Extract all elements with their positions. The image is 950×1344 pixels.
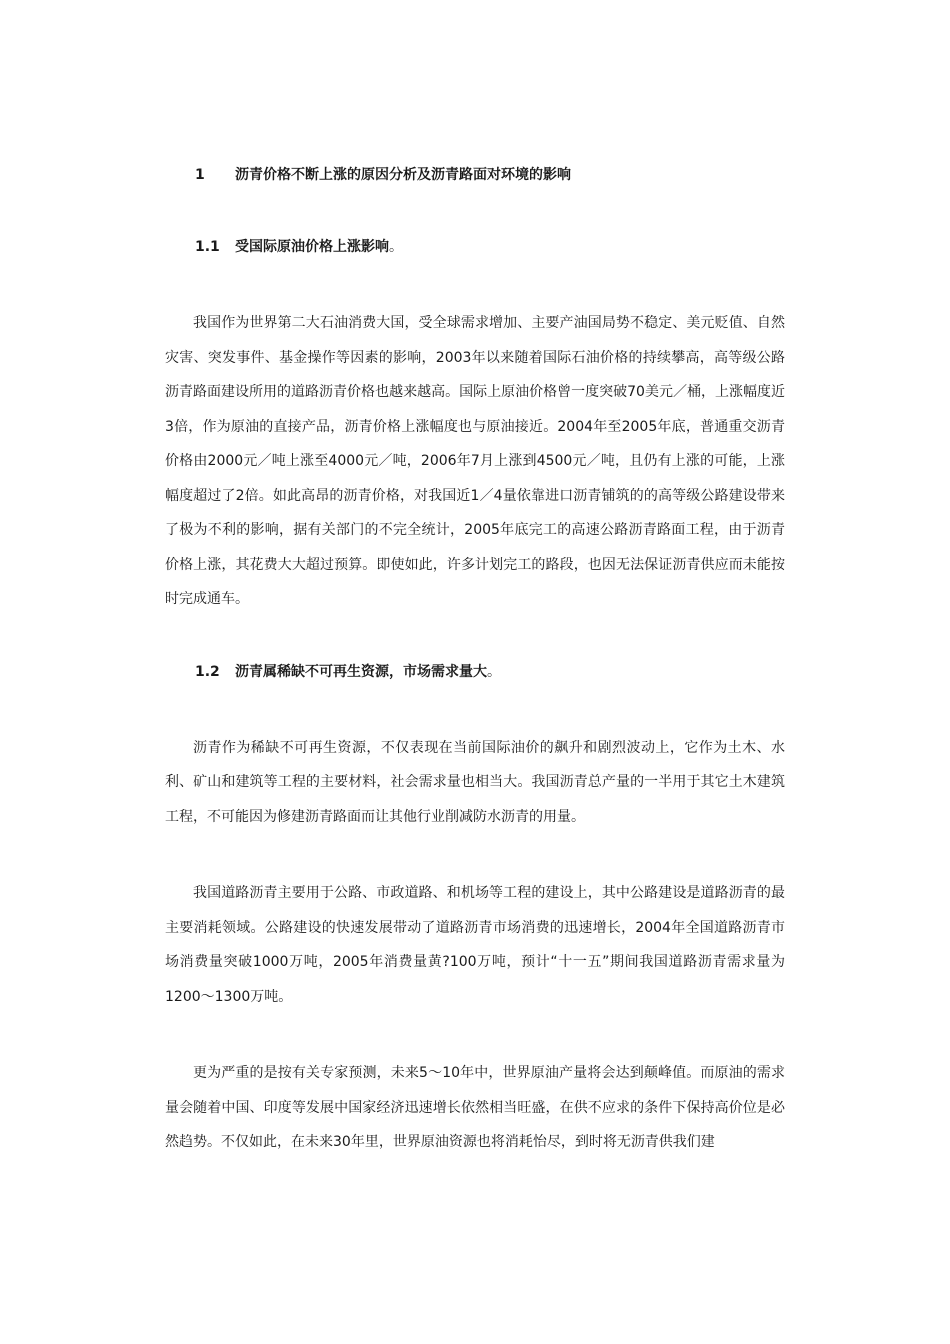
section-title: 沥青属稀缺不可再生资源，市场需求量大 [235,663,487,680]
section-title-punctuation: 。 [487,663,501,680]
section-number: 1.1 [195,239,220,255]
section-title-punctuation: 。 [389,239,403,255]
section-title: 沥青价格不断上涨的原因分析及沥青路面对环境的影响 [235,167,571,183]
section-title: 受国际原油价格上涨影响 [235,239,389,255]
paragraph-scarce-resource: 沥青作为稀缺不可再生资源，不仅表现在当前国际油价的飙升和剧烈波动上，它作为土木、水利、矿山和建筑等工程的主要材料，社会需求量也相当大。我国沥青总产量的一半用于其它土木建筑工程，不可能因为修建沥青路面而让其他行业削减防水沥青的用量。 [165,739,785,825]
paragraph-asphalt-price: 我国作为世界第二大石油消费大国，受全球需求增加、主要产油国局势不稳定、美元贬值、自然灾害、突发事件、基金操作等因素的影响，2003年以来随着国际石油价格的持续攀高，高等级公路沥青路面建设所用的道路沥青价格也越来越高。国际上原油价格曾一度突破70美元／桶，上涨幅度近3倍，作为原油的直接产品，沥青价格上涨幅度也与原油接近。2004年至2005年底，普通重交沥青价格由2000元／吨上涨至4000元／吨，2006年7月上涨到4500元／吨，且仍有上涨的可能，上涨幅度超过了2倍。如此高昂的沥青价格，对我国近1／4量依靠进口沥青铺筑的的高等级公路建设带来了极为不利的影响，据有关部门的不完全统计，2005年底完工的高速公路沥青路面工程，由于沥青价格上涨，其花费大大超过预算。即使如此，许多计划完工的路段，也因无法保证沥青供应而未能按时完成通车。 [165,315,785,607]
section-number: 1.2 [195,663,220,680]
section-number: 1 [195,167,205,183]
section-heading-1-1 [165,234,785,260]
paragraph-future-outlook: 更为严重的是按有关专家预测，未来5～10年中，世界原油产量将会达到颠峰值。而原油的需求量会随着中国、印度等发展中国家经济迅速增长依然相当旺盛，在供不应求的条件下保持高价位是必然趋势。不仅如此，在未来30年里，世界原油资源也将消耗怡尽，到时将无沥青供我们建 [165,1065,785,1150]
section-heading-1-2 [165,659,785,685]
document-body [165,162,785,1160]
section-heading-1 [165,162,785,188]
paragraph-road-demand: 我国道路沥青主要用于公路、市政道路、和机场等工程的建设上，其中公路建设是道路沥青的最主要消耗领域。公路建设的快速发展带动了道路沥青市场消费的迅速增长，2004年全国道路沥青市场消费量突破1000万吨，2005年消费量黄?100万吨，预计“十一五”期间我国道路沥青需求量为1200～1300万吨。 [165,885,785,1005]
